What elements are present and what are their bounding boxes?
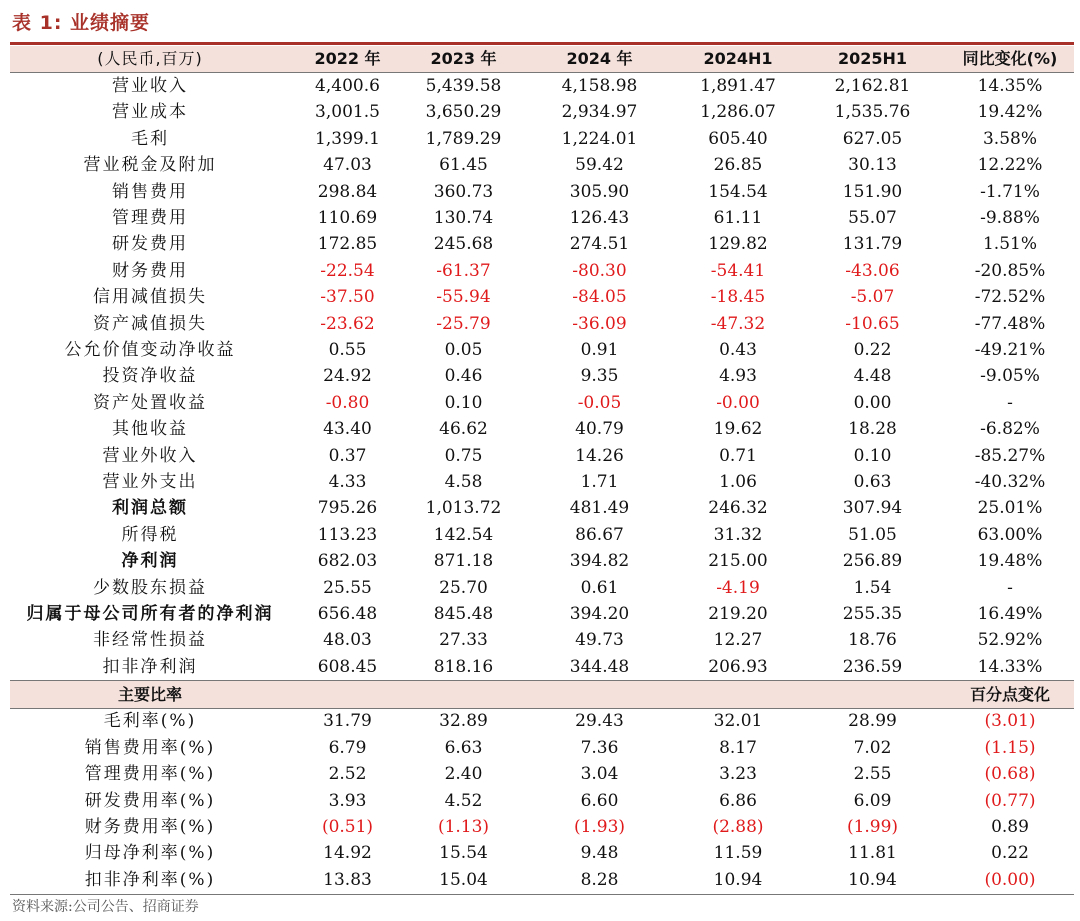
row-label: 毛利 (131, 128, 169, 149)
table-cell: 2,934.97 (561, 102, 638, 123)
table-cell: 627.05 (842, 128, 903, 149)
row-label: 扣非净利率(%) (10, 867, 290, 894)
section-change-header: 百分点变化 (946, 681, 1074, 708)
table-cell: 9.35 (580, 366, 619, 387)
row-label: 信用减值损失 (93, 287, 207, 308)
table-cell: -47.32 (710, 313, 766, 334)
column-header: 2023 年 (405, 46, 522, 73)
table-cell: 19.42% (977, 102, 1043, 123)
table-row (10, 469, 1074, 495)
table-cell: 0.10 (444, 392, 483, 413)
table-cell: 0.71 (719, 445, 757, 466)
table-cell: 25.01% (977, 498, 1043, 519)
table-row (10, 575, 1074, 601)
row-label: 非经常性损益 (93, 630, 207, 651)
table-cell: 0.63 (853, 471, 892, 492)
row-label: 营业外收入 (102, 445, 198, 466)
table-cell: 4.93 (719, 366, 757, 387)
table-cell: 2.40 (444, 764, 483, 785)
table-row (10, 285, 1074, 311)
table-cell: 2.52 (328, 764, 367, 785)
table-row (10, 100, 1074, 126)
table-cell: 394.20 (569, 603, 630, 624)
row-label: 营业收入 (112, 76, 188, 97)
table-cell: (2.88) (712, 817, 764, 838)
table-cell: 43.40 (323, 419, 372, 440)
table-cell: -0.80 (325, 392, 370, 413)
table-cell: 0.55 (328, 339, 367, 360)
table-cell: 11.59 (713, 843, 763, 864)
table-cell: 27.33 (439, 630, 488, 651)
table-cell: 142.54 (433, 524, 494, 545)
table-cell: -22.54 (320, 260, 375, 281)
table-cell: 0.22 (991, 843, 1029, 864)
column-header: 同比变化(%) (946, 46, 1074, 73)
table-cell: 2.55 (853, 764, 892, 785)
table-cell: 871.18 (433, 551, 494, 572)
table-cell: 31.32 (713, 524, 763, 545)
table-row (10, 788, 1074, 814)
column-header: 2025H1 (799, 46, 946, 73)
row-label: 财务费用率(%) (84, 817, 216, 838)
table-cell: 3,001.5 (315, 102, 380, 123)
table-cell: 298.84 (317, 181, 378, 202)
table-cell: 219.20 (708, 603, 768, 624)
table-cell: 15.54 (439, 843, 488, 864)
row-label: 销售费用 (112, 181, 188, 202)
table-cell: 28.99 (848, 711, 897, 732)
table-cell: 1.51% (982, 234, 1037, 255)
table-cell: 172.85 (317, 234, 378, 255)
table-row (10, 258, 1074, 284)
table-cell: 131.79 (842, 234, 903, 255)
table-cell: - (1007, 577, 1013, 598)
table-cell: 3.93 (328, 790, 367, 811)
table-cell: 845.48 (433, 603, 494, 624)
table-cell: 15.04 (405, 867, 522, 894)
table-cell: 46.62 (439, 419, 488, 440)
table-cell: 1,399.1 (315, 128, 380, 149)
table-cell: 682.03 (317, 551, 378, 572)
table-cell: -61.37 (436, 260, 491, 281)
table-cell: -0.05 (577, 392, 622, 413)
table-cell: 32.01 (713, 711, 763, 732)
table-cell: 0.00 (853, 392, 892, 413)
table-cell: 12.27 (713, 630, 763, 651)
table-cell: 113.23 (317, 524, 378, 545)
table-row (10, 364, 1074, 390)
table-cell: (0.00) (946, 867, 1074, 894)
row-label: 投资净收益 (102, 366, 198, 387)
table-cell: 24.92 (323, 366, 372, 387)
table-cell: 8.17 (719, 737, 757, 758)
table-cell: 6.60 (580, 790, 619, 811)
table-row (10, 416, 1074, 442)
table-cell: -72.52% (974, 287, 1046, 308)
table-cell: 245.68 (433, 234, 494, 255)
table-row (10, 522, 1074, 548)
table-row (10, 232, 1074, 258)
table-cell: 30.13 (848, 155, 897, 176)
table-cell: 0.43 (719, 339, 757, 360)
table-cell: 2,162.81 (834, 76, 911, 97)
table-row (10, 654, 1074, 681)
table-cell: 18.76 (848, 630, 897, 651)
table-cell: 6.86 (719, 790, 757, 811)
table-cell: -55.94 (436, 287, 491, 308)
table-cell: 5,439.58 (425, 76, 502, 97)
table-cell: 1,013.72 (425, 498, 502, 519)
table-cell: 25.55 (323, 577, 372, 598)
table-cell: 1.54 (853, 577, 892, 598)
table-cell: -85.27% (974, 445, 1046, 466)
table-cell: 0.46 (444, 366, 483, 387)
table-row (10, 337, 1074, 363)
table-cell: 61.45 (439, 155, 488, 176)
table-cell: 6.63 (444, 737, 483, 758)
table-cell: 154.54 (708, 181, 768, 202)
table-cell: 14.35% (977, 76, 1043, 97)
row-label: 公允价值变动净收益 (64, 339, 236, 360)
table-cell: 40.79 (575, 419, 624, 440)
row-label: 营业成本 (112, 102, 188, 123)
table-cell: 126.43 (569, 208, 630, 229)
table-cell: 4.48 (853, 366, 892, 387)
table-cell: 656.48 (317, 603, 378, 624)
table-cell: (0.51) (321, 817, 374, 838)
table-row (10, 762, 1074, 788)
table-cell: -23.62 (320, 313, 375, 334)
table-cell: 13.83 (290, 867, 405, 894)
table-cell: 7.02 (853, 737, 892, 758)
table-cell: - (1007, 392, 1013, 413)
table-cell: (1.15) (984, 737, 1036, 758)
table-cell: 14.33% (977, 656, 1043, 677)
table-cell: -20.85% (974, 260, 1046, 281)
table-cell: 206.93 (708, 656, 768, 677)
table-cell: 11.81 (848, 843, 897, 864)
table-cell: -54.41 (710, 260, 766, 281)
table-cell: 1,535.76 (834, 102, 911, 123)
table-cell: -5.07 (850, 287, 895, 308)
section-title: 主要比率 (10, 681, 290, 708)
table-cell: 344.48 (569, 656, 630, 677)
table-row (10, 814, 1074, 840)
column-header: 2024 年 (522, 46, 677, 73)
table-cell: 0.61 (580, 577, 619, 598)
table-cell: 1.71 (580, 471, 619, 492)
table-cell: 6.79 (328, 737, 367, 758)
table-cell: 1,891.47 (700, 76, 776, 97)
table-cell: 32.89 (439, 711, 488, 732)
table-cell: (3.01) (984, 711, 1036, 732)
row-label: 净利润 (121, 551, 179, 572)
table-cell: -80.30 (572, 260, 627, 281)
table-cell: (0.77) (984, 790, 1036, 811)
table-cell: 31.79 (323, 711, 372, 732)
table-cell: 3,650.29 (425, 102, 502, 123)
table-cell: 0.91 (580, 339, 619, 360)
row-label: 销售费用率(%) (84, 737, 216, 758)
table-cell: 305.90 (569, 181, 630, 202)
table-cell: -49.21% (974, 339, 1046, 360)
table-cell: -36.09 (572, 313, 627, 334)
table-cell: 14.26 (575, 445, 624, 466)
title-rule (10, 42, 1074, 45)
table-cell: -4.19 (716, 577, 760, 598)
table-cell: 1.06 (719, 471, 757, 492)
table-cell: 7.36 (580, 737, 619, 758)
table-row (10, 601, 1074, 627)
table-cell: 55.07 (848, 208, 897, 229)
table-cell: -9.05% (980, 366, 1040, 387)
table-cell: 18.28 (848, 419, 897, 440)
empty-cell (290, 681, 405, 708)
table-cell: 0.10 (853, 445, 892, 466)
table-row (10, 390, 1074, 416)
table-cell: 61.11 (713, 208, 763, 229)
table-cell: (1.93) (573, 817, 626, 838)
table-cell: 49.73 (575, 630, 624, 651)
table-cell: -0.00 (716, 392, 760, 413)
table-title: 表 1: 业绩摘要 (12, 12, 151, 34)
ratio-section-header (10, 681, 1074, 708)
table-cell: 14.92 (323, 843, 372, 864)
row-label: 利润总额 (112, 498, 188, 519)
table-row (10, 841, 1074, 867)
table-cell: 1,286.07 (700, 102, 776, 123)
table-cell: 608.45 (317, 656, 378, 677)
table-cell: 25.70 (439, 577, 488, 598)
table-row (10, 126, 1074, 152)
table-cell: 0.37 (328, 445, 367, 466)
table-row (10, 496, 1074, 522)
table-cell: 8.28 (522, 867, 677, 894)
row-label: 少数股东损益 (93, 577, 207, 598)
table-cell: 48.03 (323, 630, 372, 651)
row-label: 资产减值损失 (93, 313, 207, 334)
empty-cell (522, 681, 677, 708)
table-cell: 1,224.01 (561, 128, 638, 149)
table-cell: 19.62 (713, 419, 763, 440)
table-cell: 605.40 (708, 128, 768, 149)
table-cell: -40.32% (974, 471, 1046, 492)
empty-cell (405, 681, 522, 708)
table-cell: 4.58 (444, 471, 483, 492)
table-row (10, 205, 1074, 231)
table-cell: 59.42 (575, 155, 624, 176)
table-cell: 110.69 (317, 208, 378, 229)
row-label: 管理费用 (112, 208, 188, 229)
table-cell: 256.89 (842, 551, 903, 572)
row-label: 管理费用率(%) (84, 764, 216, 785)
table-cell: 6.09 (853, 790, 892, 811)
table-cell: -10.65 (845, 313, 900, 334)
table-cell: -77.48% (974, 313, 1046, 334)
source-note: 资料来源:公司公告、招商证券 (12, 899, 199, 915)
table-cell: 0.05 (444, 339, 483, 360)
table-cell: -43.06 (845, 260, 900, 281)
table-cell: 274.51 (569, 234, 630, 255)
row-label: 营业外支出 (102, 471, 198, 492)
table-cell: 795.26 (317, 498, 378, 519)
table-row (10, 311, 1074, 337)
table-row (10, 443, 1074, 469)
table-cell: 19.48% (977, 551, 1043, 572)
table-cell: 63.00% (977, 524, 1043, 545)
table-cell: 10.94 (677, 867, 799, 894)
table-cell: 129.82 (708, 234, 768, 255)
table-cell: 4,400.6 (315, 76, 380, 97)
table-cell: 47.03 (323, 155, 372, 176)
table-cell: 3.23 (719, 764, 757, 785)
table-cell: 818.16 (433, 656, 494, 677)
table-cell: 255.35 (842, 603, 903, 624)
table-cell: 10.94 (799, 867, 946, 894)
row-label: 毛利率(%) (103, 711, 197, 732)
table-cell: 236.59 (842, 656, 903, 677)
table-cell: -25.79 (436, 313, 491, 334)
table-cell: 0.22 (853, 339, 892, 360)
table-cell: 52.92% (977, 630, 1043, 651)
table-cell: (1.99) (846, 817, 899, 838)
table-cell: 1,789.29 (425, 128, 502, 149)
table-cell: -6.82% (980, 419, 1040, 440)
table-cell: 246.32 (708, 498, 768, 519)
table-cell: -84.05 (572, 287, 627, 308)
table-cell: 4.33 (328, 471, 367, 492)
table-row (10, 153, 1074, 179)
table-cell: -9.88% (980, 208, 1040, 229)
row-label: 营业税金及附加 (83, 155, 217, 176)
table-cell: 4,158.98 (561, 76, 638, 97)
column-header: (人民币,百万) (10, 46, 290, 73)
table-cell: -37.50 (320, 287, 375, 308)
row-label: 所得税 (121, 524, 179, 545)
table-cell: 29.43 (575, 711, 624, 732)
table-cell: 3.04 (580, 764, 619, 785)
table-row (10, 867, 1074, 894)
column-header: 2024H1 (677, 46, 799, 73)
table-row (10, 179, 1074, 205)
table-row (10, 548, 1074, 574)
header-row (10, 46, 1074, 73)
table-cell: 26.85 (713, 155, 763, 176)
table-cell: (1.13) (437, 817, 490, 838)
table-cell: 481.49 (569, 498, 630, 519)
row-label: 其他收益 (112, 419, 188, 440)
table-row (10, 735, 1074, 761)
table-cell: -1.71% (980, 181, 1040, 202)
table-cell: 130.74 (433, 208, 494, 229)
table-cell: 215.00 (708, 551, 768, 572)
table-cell: (0.68) (984, 764, 1036, 785)
empty-cell (677, 681, 799, 708)
table-cell: 9.48 (580, 843, 619, 864)
table-cell: 394.82 (569, 551, 630, 572)
table-row (10, 73, 1074, 100)
table-cell: 12.22% (977, 155, 1043, 176)
table-cell: 151.90 (842, 181, 903, 202)
table-row (10, 628, 1074, 654)
performance-summary-table (10, 46, 1074, 895)
table-cell: 3.58% (982, 128, 1037, 149)
row-label: 财务费用 (112, 260, 188, 281)
empty-cell (799, 681, 946, 708)
table-cell: -18.45 (710, 287, 766, 308)
row-label: 研发费用 (112, 234, 188, 255)
row-label: 归母净利率(%) (84, 843, 216, 864)
row-label: 归属于母公司所有者的净利润 (26, 603, 274, 624)
table-row (10, 708, 1074, 735)
row-label: 扣非净利润 (102, 656, 198, 677)
row-label: 研发费用率(%) (84, 790, 216, 811)
table-cell: 16.49% (977, 603, 1043, 624)
column-header: 2022 年 (290, 46, 405, 73)
table-cell: 4.52 (444, 790, 483, 811)
table-cell: 0.89 (991, 817, 1029, 838)
table-cell: 0.75 (444, 445, 483, 466)
table-body (10, 46, 1074, 894)
table-cell: 51.05 (848, 524, 897, 545)
table-cell: 307.94 (842, 498, 903, 519)
row-label: 资产处置收益 (93, 392, 207, 413)
table-cell: 360.73 (433, 181, 494, 202)
table-cell: 86.67 (575, 524, 624, 545)
